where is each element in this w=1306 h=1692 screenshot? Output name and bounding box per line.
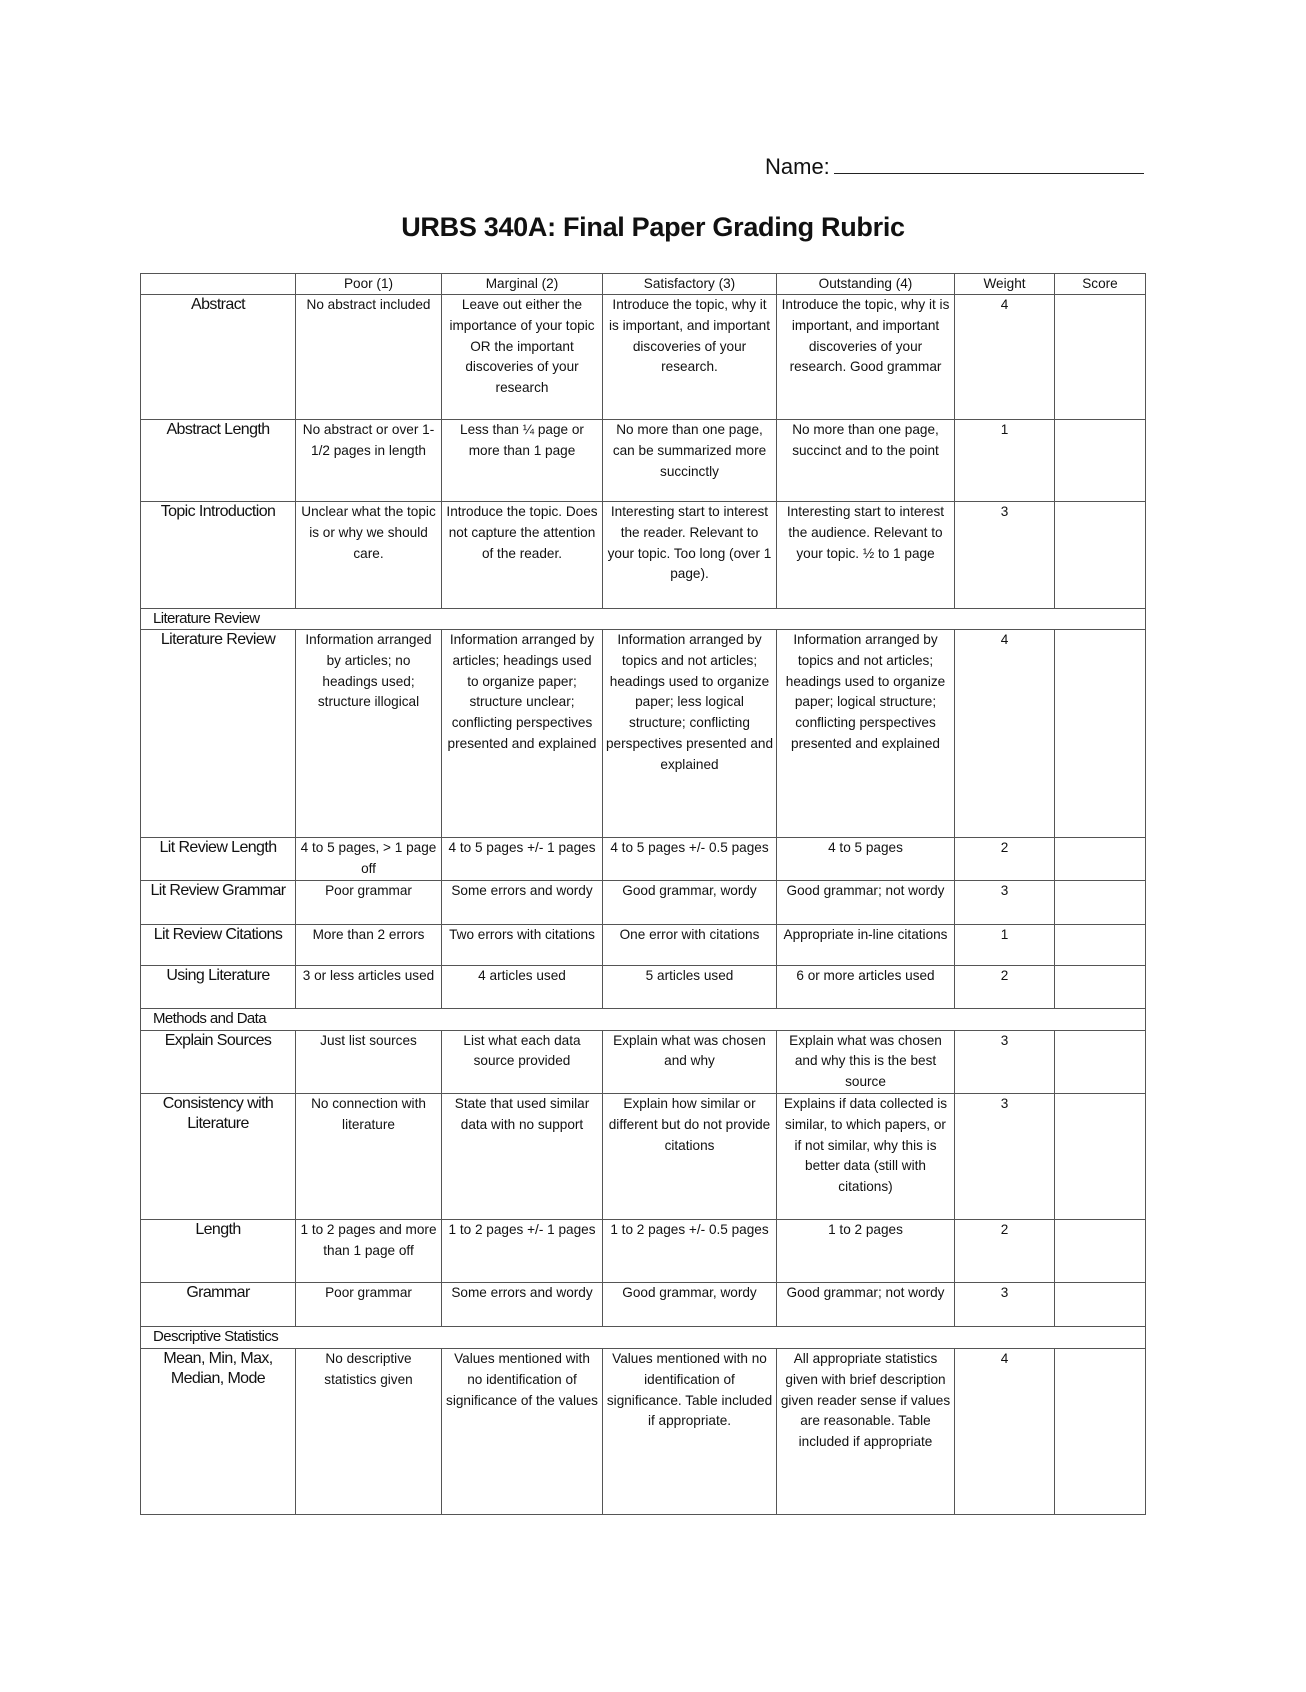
score-cell[interactable]: [1055, 924, 1146, 965]
poor-cell: No connection with literature: [296, 1093, 442, 1219]
score-cell[interactable]: [1055, 1030, 1146, 1093]
score-cell[interactable]: [1055, 295, 1146, 420]
marginal-cell: 1 to 2 pages +/- 1 pages: [442, 1219, 603, 1282]
satisfactory-cell: Introduce the topic, why it is important, and important discoveries of your research.: [603, 295, 777, 420]
score-cell[interactable]: [1055, 420, 1146, 502]
score-cell[interactable]: [1055, 965, 1146, 1008]
outstanding-cell: 6 or more articles used: [777, 965, 955, 1008]
section-row: [141, 1008, 1146, 1030]
header-marginal: Marginal (2): [442, 274, 603, 295]
outstanding-cell: Good grammar; not wordy: [777, 880, 955, 924]
name-label: Name:: [765, 154, 830, 179]
criterion-label: Explain Sources: [141, 1030, 296, 1093]
section-label: Descriptive Statistics: [141, 1326, 1146, 1348]
weight-cell: 3: [955, 1030, 1055, 1093]
marginal-cell: Leave out either the importance of your topic OR the important discoveries of your research: [442, 295, 603, 420]
satisfactory-cell: Interesting start to interest the reader. Relevant to your topic. Too long (over 1 page).: [603, 502, 777, 609]
marginal-cell: Two errors with citations: [442, 924, 603, 965]
weight-cell: 4: [955, 1348, 1055, 1514]
criterion-label: Lit Review Grammar: [141, 880, 296, 924]
header-blank: [141, 274, 296, 295]
weight-cell: 1: [955, 924, 1055, 965]
name-field-line: [765, 154, 1144, 180]
criterion-label: Using Literature: [141, 965, 296, 1008]
weight-cell: 4: [955, 630, 1055, 838]
satisfactory-cell: 5 articles used: [603, 965, 777, 1008]
section-label: Literature Review: [141, 609, 1146, 630]
satisfactory-cell: Explain how similar or different but do not provide citations: [603, 1093, 777, 1219]
satisfactory-cell: 4 to 5 pages +/- 0.5 pages: [603, 838, 777, 881]
poor-cell: Information arranged by articles; no headings used; structure illogical: [296, 630, 442, 838]
marginal-cell: 4 articles used: [442, 965, 603, 1008]
marginal-cell: List what each data source provided: [442, 1030, 603, 1093]
header-poor: Poor (1): [296, 274, 442, 295]
score-cell[interactable]: [1055, 1219, 1146, 1282]
poor-cell: 3 or less articles used: [296, 965, 442, 1008]
outstanding-cell: Interesting start to interest the audience. Relevant to your topic. ½ to 1 page: [777, 502, 955, 609]
weight-cell: 4: [955, 295, 1055, 420]
satisfactory-cell: Good grammar, wordy: [603, 880, 777, 924]
poor-cell: No abstract or over 1-1/2 pages in length: [296, 420, 442, 502]
marginal-cell: State that used similar data with no support: [442, 1093, 603, 1219]
score-cell[interactable]: [1055, 630, 1146, 838]
outstanding-cell: 1 to 2 pages: [777, 1219, 955, 1282]
criterion-label: Lit Review Length: [141, 838, 296, 881]
header-weight: Weight: [955, 274, 1055, 295]
criterion-label: Consistency with Literature: [141, 1093, 296, 1219]
score-cell[interactable]: [1055, 1348, 1146, 1514]
satisfactory-cell: One error with citations: [603, 924, 777, 965]
poor-cell: 1 to 2 pages and more than 1 page off: [296, 1219, 442, 1282]
criterion-label: Mean, Min, Max, Median, Mode: [141, 1348, 296, 1514]
score-cell[interactable]: [1055, 880, 1146, 924]
marginal-cell: Less than ¼ page or more than 1 page: [442, 420, 603, 502]
poor-cell: 4 to 5 pages, > 1 page off: [296, 838, 442, 881]
satisfactory-cell: 1 to 2 pages +/- 0.5 pages: [603, 1219, 777, 1282]
header-outstanding: Outstanding (4): [777, 274, 955, 295]
poor-cell: Unclear what the topic is or why we should care.: [296, 502, 442, 609]
section-row: [141, 609, 1146, 630]
poor-cell: Just list sources: [296, 1030, 442, 1093]
weight-cell: 2: [955, 838, 1055, 881]
satisfactory-cell: Good grammar, wordy: [603, 1282, 777, 1326]
name-blank-underline[interactable]: [834, 155, 1144, 174]
weight-cell: 3: [955, 880, 1055, 924]
marginal-cell: Some errors and wordy: [442, 1282, 603, 1326]
weight-cell: 2: [955, 965, 1055, 1008]
criterion-label: Abstract Length: [141, 420, 296, 502]
table-row: [141, 965, 1146, 1008]
table-row: [141, 502, 1146, 609]
header-satisfactory: Satisfactory (3): [603, 274, 777, 295]
outstanding-cell: No more than one page, succinct and to the point: [777, 420, 955, 502]
table-row: [141, 924, 1146, 965]
outstanding-cell: Explains if data collected is similar, to which papers, or if not similar, why this is better data (still with citations): [777, 1093, 955, 1219]
score-cell[interactable]: [1055, 502, 1146, 609]
outstanding-cell: 4 to 5 pages: [777, 838, 955, 881]
weight-cell: 3: [955, 1282, 1055, 1326]
marginal-cell: 4 to 5 pages +/- 1 pages: [442, 838, 603, 881]
marginal-cell: Values mentioned with no identification of significance of the values: [442, 1348, 603, 1514]
criterion-label: Length: [141, 1219, 296, 1282]
section-row: [141, 1326, 1146, 1348]
table-row: [141, 1093, 1146, 1219]
weight-cell: 3: [955, 502, 1055, 609]
criterion-label: Grammar: [141, 1282, 296, 1326]
marginal-cell: Some errors and wordy: [442, 880, 603, 924]
outstanding-cell: Good grammar; not wordy: [777, 1282, 955, 1326]
table-row: [141, 880, 1146, 924]
grading-rubric-table: [140, 273, 1146, 1515]
marginal-cell: Introduce the topic. Does not capture the attention of the reader.: [442, 502, 603, 609]
criterion-label: Topic Introduction: [141, 502, 296, 609]
outstanding-cell: Information arranged by topics and not articles; headings used to organize paper; logical structure; conflicting perspectives presented and explained: [777, 630, 955, 838]
weight-cell: 2: [955, 1219, 1055, 1282]
poor-cell: Poor grammar: [296, 880, 442, 924]
satisfactory-cell: Explain what was chosen and why: [603, 1030, 777, 1093]
score-cell[interactable]: [1055, 1093, 1146, 1219]
table-row: [141, 1348, 1146, 1514]
table-row: [141, 1282, 1146, 1326]
poor-cell: More than 2 errors: [296, 924, 442, 965]
poor-cell: No descriptive statistics given: [296, 1348, 442, 1514]
poor-cell: No abstract included: [296, 295, 442, 420]
weight-cell: 3: [955, 1093, 1055, 1219]
weight-cell: 1: [955, 420, 1055, 502]
satisfactory-cell: Information arranged by topics and not articles; headings used to organize paper; less logical structure; conflicting perspectives presented and explained: [603, 630, 777, 838]
table-row: [141, 420, 1146, 502]
table-row: [141, 630, 1146, 838]
header-score: Score: [1055, 274, 1146, 295]
criterion-label: Literature Review: [141, 630, 296, 838]
criterion-label: Abstract: [141, 295, 296, 420]
outstanding-cell: Appropriate in-line citations: [777, 924, 955, 965]
table-row: [141, 1030, 1146, 1093]
table-row: [141, 838, 1146, 881]
satisfactory-cell: Values mentioned with no identification of significance. Table included if appropriate.: [603, 1348, 777, 1514]
score-cell[interactable]: [1055, 838, 1146, 881]
poor-cell: Poor grammar: [296, 1282, 442, 1326]
outstanding-cell: Introduce the topic, why it is important, and important discoveries of your research. Good grammar: [777, 295, 955, 420]
table-row: [141, 295, 1146, 420]
score-cell[interactable]: [1055, 1282, 1146, 1326]
page-title: URBS 340A: Final Paper Grading Rubric: [401, 212, 905, 242]
marginal-cell: Information arranged by articles; headings used to organize paper; structure unclear; conflicting perspectives presented and explained: [442, 630, 603, 838]
outstanding-cell: All appropriate statistics given with brief description given reader sense if values are reasonable. Table included if appropriate: [777, 1348, 955, 1514]
outstanding-cell: Explain what was chosen and why this is the best source: [777, 1030, 955, 1093]
table-row: [141, 1219, 1146, 1282]
section-label: Methods and Data: [141, 1008, 1146, 1030]
header-row: [141, 274, 1146, 295]
satisfactory-cell: No more than one page, can be summarized more succinctly: [603, 420, 777, 502]
criterion-label: Lit Review Citations: [141, 924, 296, 965]
